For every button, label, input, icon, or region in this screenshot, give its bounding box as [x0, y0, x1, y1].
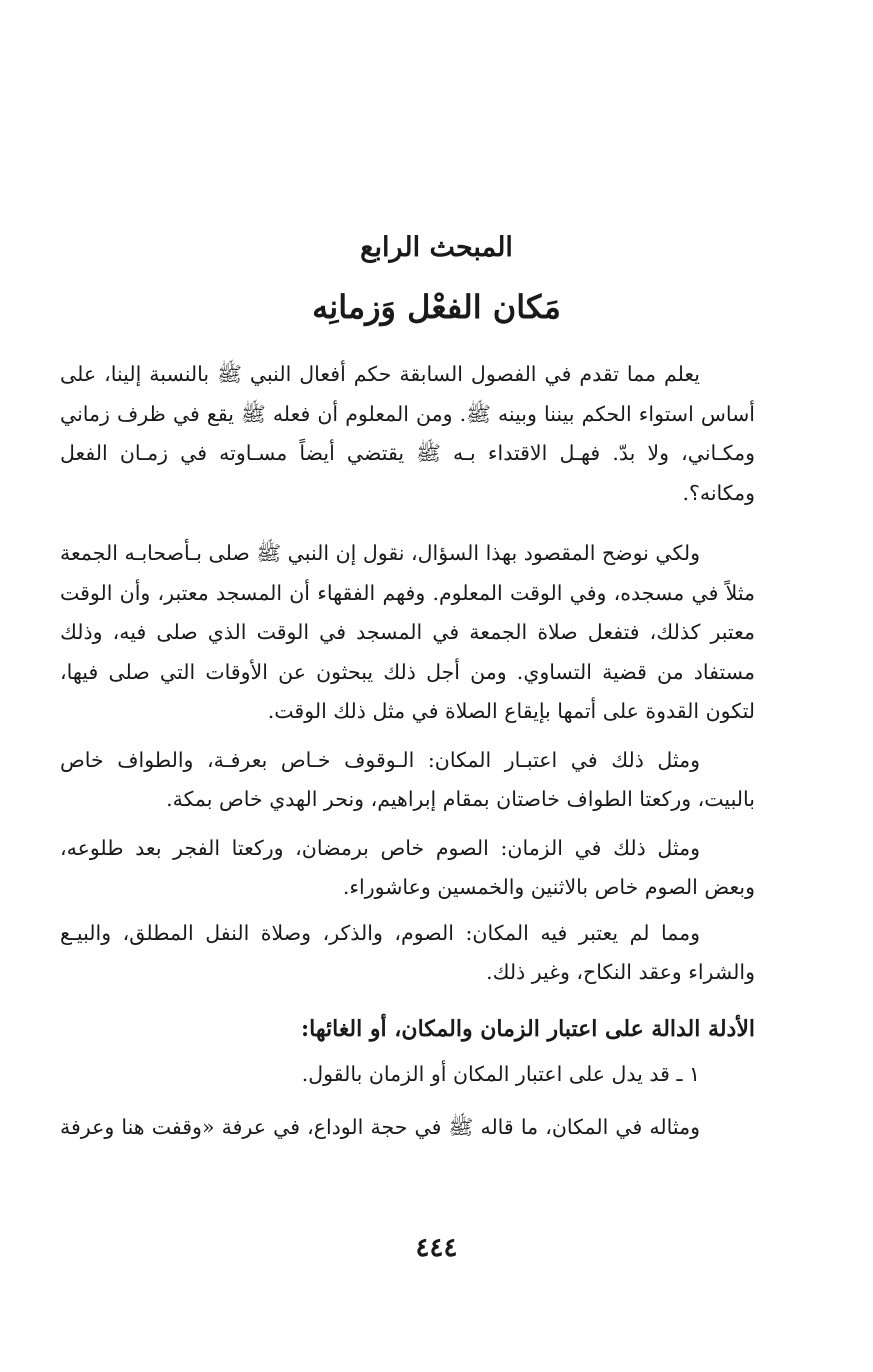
chapter-title: مَكان الفعْل وَزمانِه: [312, 288, 561, 326]
paragraph: ومثاله في المكان، ما قاله ﷺ في حجة الوداع، في عرفة «وقفت هنا وعرفة: [60, 1115, 700, 1139]
body-text: [60, 355, 755, 1148]
paragraph: ومما لم يعتبر فيه المكان: الصوم، والذكر، وصلاة النفل المطلق، والبيـع والشراء وعقد النكاح، وغير ذلك.: [60, 920, 755, 984]
section-title: المبحث الرابع: [360, 232, 513, 263]
paragraph: ومثل ذلك في الزمان: الصوم خاص برمضان، وركعتا الفجر بعد طلوعه، وبعض الصوم خاص بالاثنين والخمسين وعاشوراء.: [60, 835, 755, 899]
numbered-item: ١ ـ قد يدل على اعتبار المكان أو الزمان بالقول.: [301, 1061, 700, 1086]
paragraph: ومثل ذلك في اعتبـار المكان: الـوقوف خـاص بعرفـة، والطواف خاص بالبيت، وركعتا الطواف خاصتان بمقام إبراهيم، ونحر الهدي خاص بمكة.: [60, 747, 755, 811]
paragraph: ولكي نوضح المقصود بهذا السؤال، نقول إن النبي ﷺ صلى بـأصحابـه الجمعة مثلاً في مسجده، وفي الوقت المعلوم. وفهم الفقهاء أن المسجد معتبر، وأن الوقت معتبر كذلك، فتفعل صلاة الجمعة في المسجد في الوقت الذي صلى فيه، وذلك مستفاد من قضية التساوي. ومن أجل ذلك يبحثون عن الأوقات التي صلى فيها، لتكون القدوة على أتمها بإيقاع الصلاة في مثل ذلك الوقت.: [60, 541, 755, 723]
paragraph: يعلم مما تقدم في الفصول السابقة حكم أفعال النبي ﷺ بالنسبة إلينا، على أساس استواء الحكم بيننا وبينه ﷺ. ومن المعلوم أن فعله ﷺ يقع في ظرف زماني ومكـاني، ولا بدّ. فهـل الاقتداء بـه ﷺ يقتضي أيضاً مسـاوته في زمـان الفعل ومكانه؟.: [60, 362, 755, 505]
page-number: ٤٤٤: [415, 1233, 458, 1263]
subheading: الأدلة الدالة على اعتبار الزمان والمكان، أو الغائها:: [301, 1015, 755, 1042]
